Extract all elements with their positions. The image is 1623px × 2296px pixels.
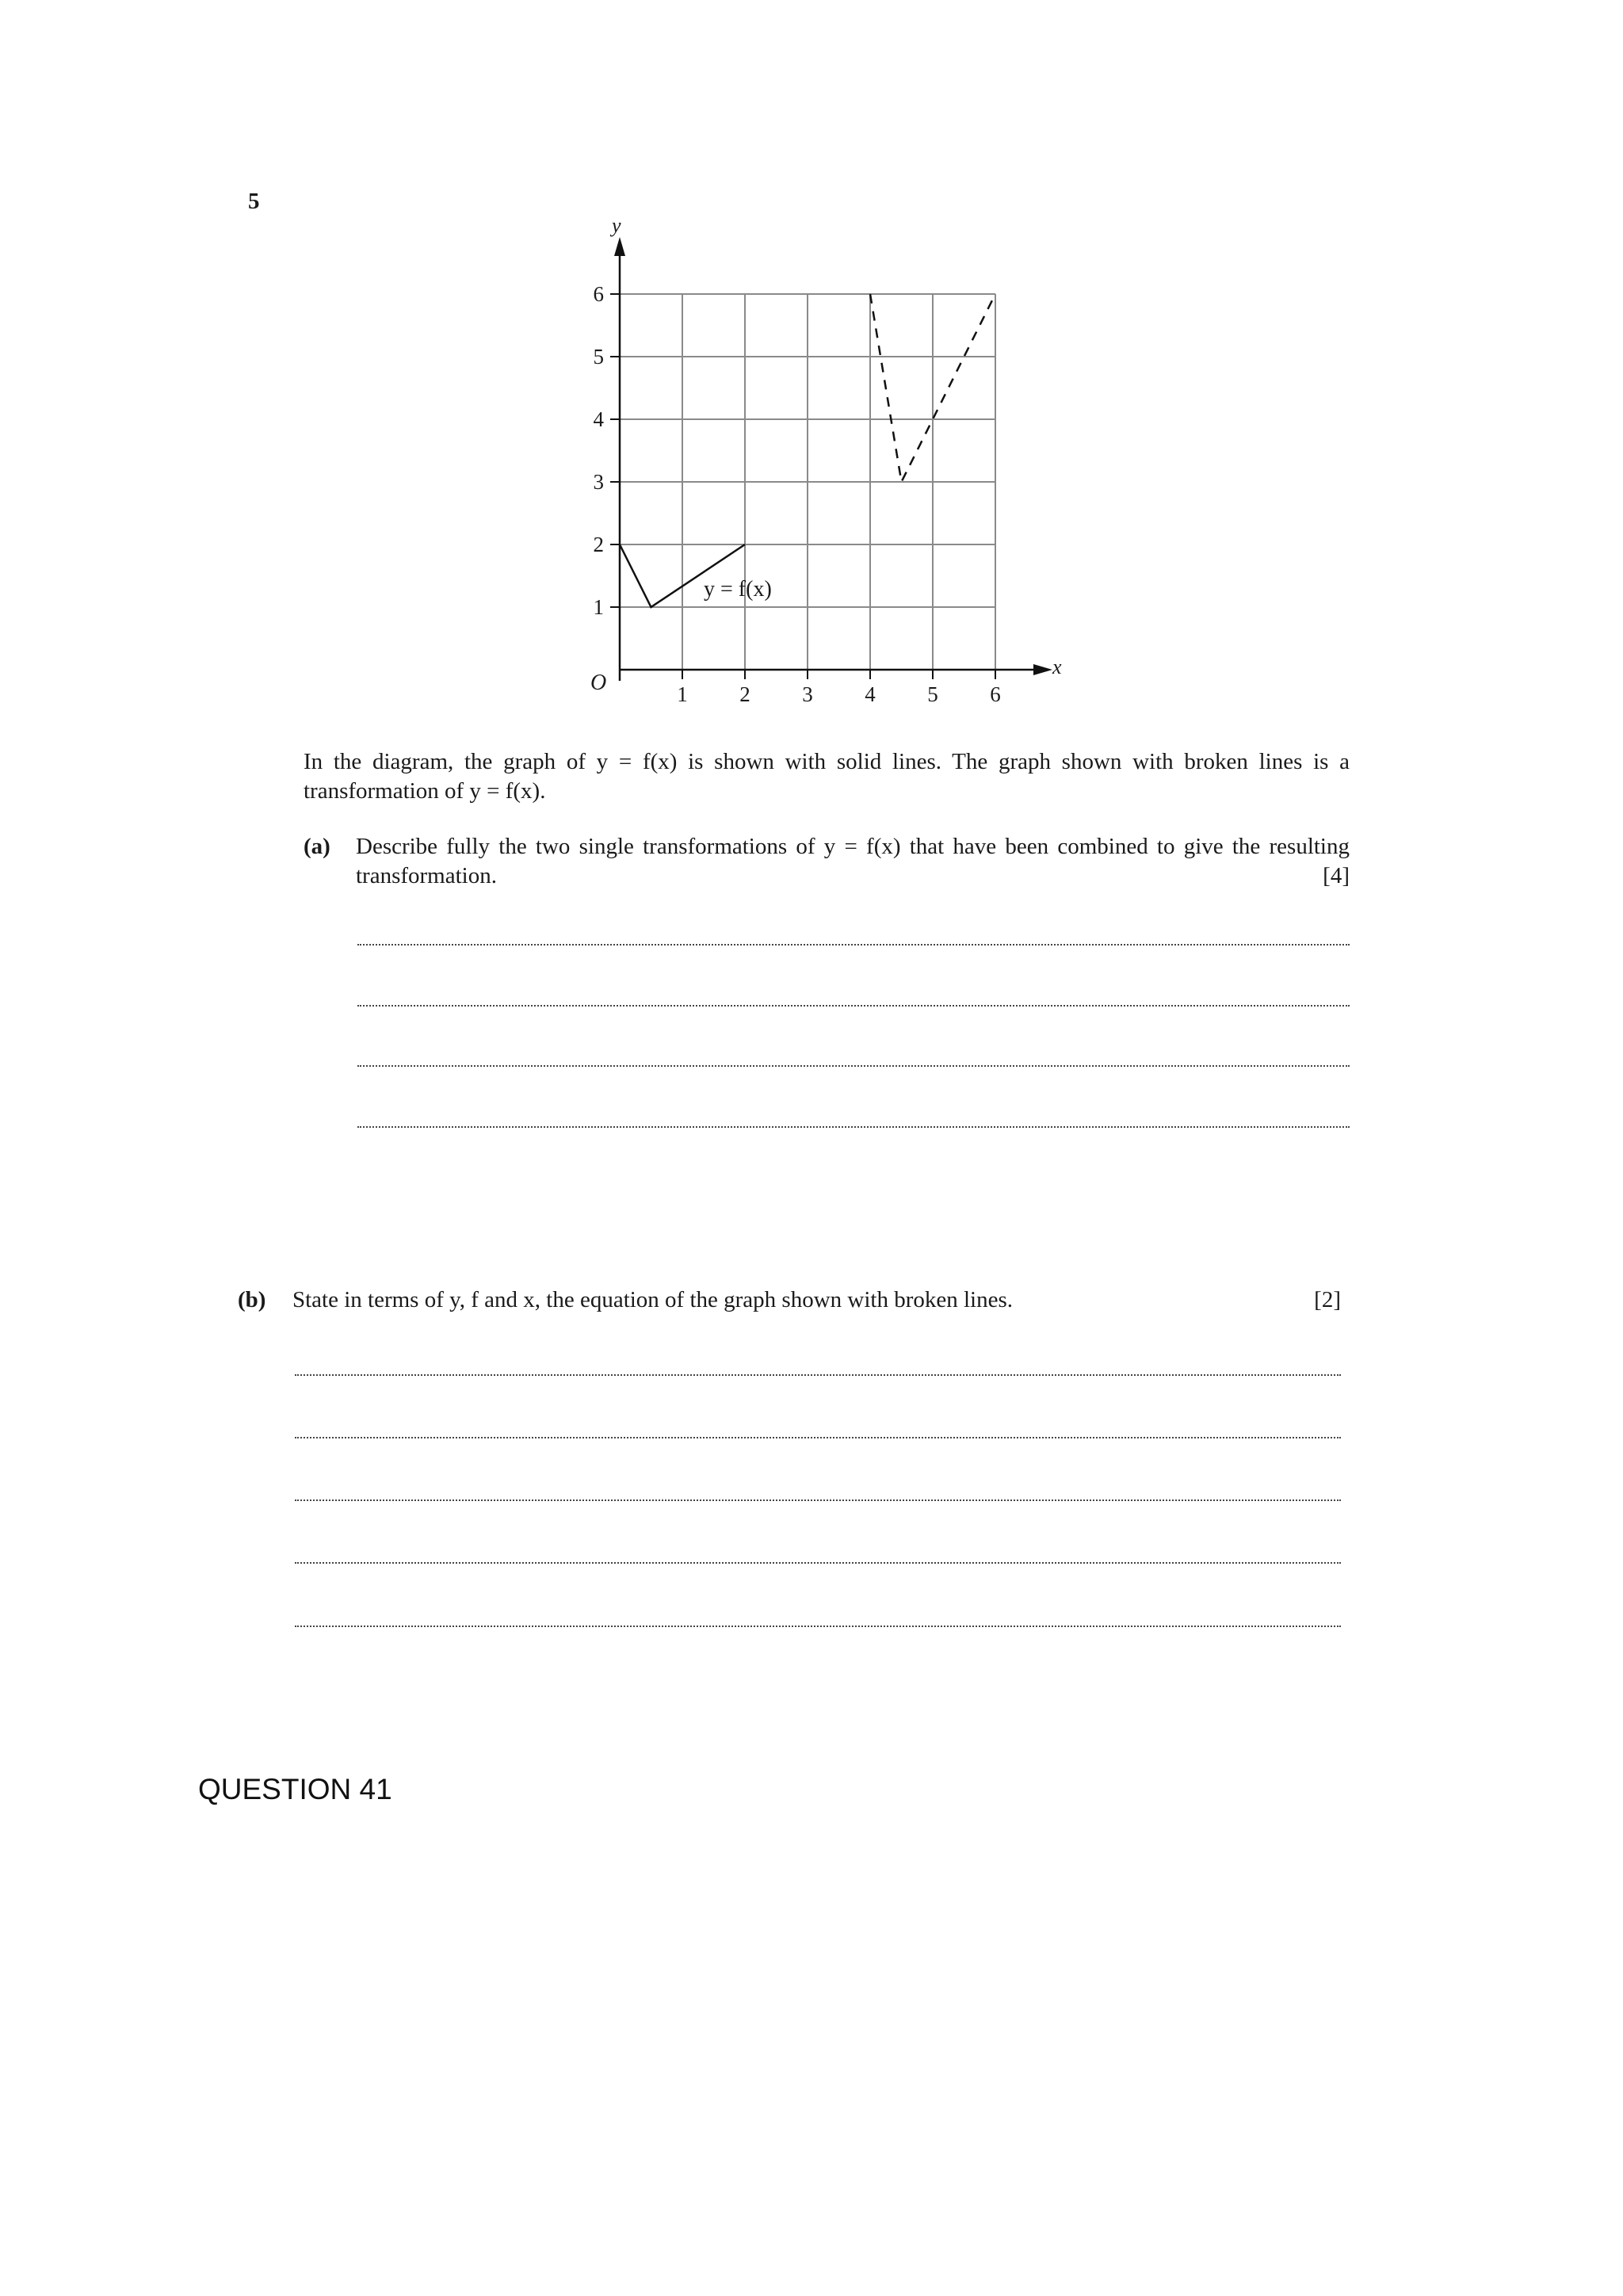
part-a xyxy=(304,832,1350,896)
curve-label: y = f(x) xyxy=(704,577,772,602)
origin-label: O xyxy=(590,670,607,695)
x-axis-arrow xyxy=(1033,664,1052,675)
x-tick-label-1: 1 xyxy=(677,682,688,706)
question-intro: In the diagram, the graph of y = f(x) is shown with solid lines. The graph shown with broken lines is a transformation of y = f(x). xyxy=(304,749,1350,804)
part-b-text: State in terms of y, f and x, the equation of the graph shown with broken lines. xyxy=(292,1287,1014,1312)
x-tick-label-2: 2 xyxy=(739,682,750,706)
answer-line-b-2[interactable] xyxy=(295,1437,1341,1438)
part-a-text: Describe fully the two single transformations of y = f(x) that have been combined to give the resulting transformation. xyxy=(356,834,1350,888)
part-b-label: (b) xyxy=(238,1287,266,1312)
y-tick-label-6: 6 xyxy=(593,282,604,306)
x-tick-label-4: 4 xyxy=(865,682,876,706)
y-axis-label: y xyxy=(612,214,621,237)
x-tick-label-5: 5 xyxy=(927,682,938,706)
grid-lines xyxy=(620,294,995,670)
y-axis-arrow xyxy=(614,237,625,256)
answer-line-a-3[interactable] xyxy=(357,1065,1350,1067)
y-tick-label-5: 5 xyxy=(593,345,604,369)
x-tick-label-3: 3 xyxy=(802,682,813,706)
axes xyxy=(614,237,1052,681)
answer-line-b-5[interactable] xyxy=(295,1626,1341,1627)
x-tick-label-6: 6 xyxy=(990,682,1001,706)
ticks xyxy=(594,282,1001,706)
question-footer: QUESTION 41 xyxy=(198,1773,392,1805)
answer-line-b-4[interactable] xyxy=(295,1562,1341,1564)
y-tick-label-3: 3 xyxy=(593,470,604,494)
answer-line-a-2[interactable] xyxy=(357,1005,1350,1007)
part-b xyxy=(238,1286,1341,1317)
answer-line-a-4[interactable] xyxy=(357,1126,1350,1128)
y-tick-label-4: 4 xyxy=(593,407,604,431)
answer-line-a-1[interactable] xyxy=(357,944,1350,946)
y-tick-label-1: 1 xyxy=(593,595,604,619)
x-axis-label: x xyxy=(1052,655,1062,678)
question-number: 5 xyxy=(248,189,260,214)
part-b-marks: [2] xyxy=(1314,1287,1341,1312)
y-tick-label-2: 2 xyxy=(593,533,604,556)
transformation-graph xyxy=(0,0,1623,729)
part-a-label: (a) xyxy=(304,834,330,859)
part-a-marks: [4] xyxy=(1323,863,1350,888)
answer-line-b-1[interactable] xyxy=(295,1374,1341,1376)
answer-line-b-3[interactable] xyxy=(295,1499,1341,1501)
